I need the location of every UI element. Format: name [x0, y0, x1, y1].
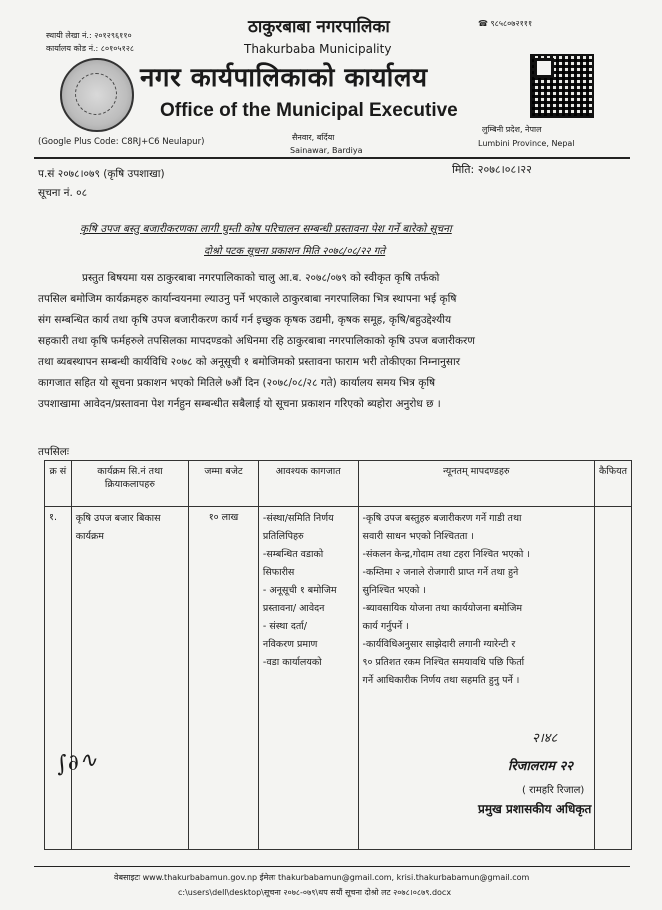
- header-criteria: न्यूनतम् मापदण्डहरु: [358, 461, 594, 507]
- notice-subtitle: दोश्रो पटक सूचना प्रकाशन मिति २०७८/०८/२२ गते: [204, 246, 386, 257]
- notice-number: सूचना नं. ०८: [38, 187, 88, 199]
- phone-number: ☎ ९८५८०७२१११: [478, 19, 533, 28]
- nepal-emblem-logo: [60, 58, 134, 132]
- notice-subject: कृषि उपज बस्तु बजारीकरणका लागी घुम्ती कोष परिचालन सम्बन्धी प्रस्तावना पेश गर्ने बारेको सूचना: [80, 223, 452, 235]
- office-code: कार्यालय कोड नं.: ८०१०५१२८: [46, 44, 135, 53]
- permanent-account-number: स्थायी लेखा नं.: २०१२९६११०: [46, 31, 132, 40]
- footer-divider: [34, 866, 630, 867]
- header-documents: आवश्यक कागजात: [258, 461, 358, 507]
- body-line: कागजात सहित यो सूचना प्रकाशन भएको मितिले ७औं दिन (२०७८/०८/२८ गते) कार्यालय समय भित्र कृषि: [38, 377, 436, 389]
- office-name-np: नगर कार्यपालिकाको कार्यालय: [140, 63, 428, 93]
- header-remarks: कैफियत: [594, 461, 631, 507]
- header-divider: [34, 157, 630, 159]
- body-line: संग सम्बन्धित कार्य तथा कृषि उपज बजारीकरण कार्य गर्न इच्छुक कृषक उद्यमी, कृषक समूह, कृषि/बहुउद्देश्यीय: [38, 314, 452, 326]
- cell-documents: -संस्था/समिति निर्णय प्रतिलिपिहरु -सम्बन्धित वडाको सिफारीस - अनूसूची १ बमोजिम प्रस्तावना/ आवेदन - संस्था दर्ता/ नविकरण प्रमाण -वडा कार्यालयको: [258, 507, 358, 850]
- letter-date: मिति: २०७८।०८।२२: [452, 163, 532, 176]
- office-name-en: Office of the Municipal Executive: [160, 100, 458, 121]
- officer-signature: रिजालराम २२: [508, 759, 574, 774]
- officer-designation: प्रमुख प्रशासकीय अधिकृत: [478, 802, 592, 816]
- body-line: उपशाखामा आवेदन/प्रस्तावना पेश गर्नहुन सम्बन्धीत सबैलाई यो सूचना प्रकाशन गरिएको ब्यहोरा अनुरोध छ ।: [38, 398, 441, 410]
- cell-program: कृषि उपज बजार बिकास कार्यक्रम: [71, 507, 188, 850]
- initial-signature: ∫∂∿: [54, 747, 99, 778]
- footer-filepath: c:\users\dell\desktop\सूचना २०७८-०७९\थप सयौं सूचना दोश्रो लट २०७८।०८७९.docx: [178, 888, 452, 897]
- province-en: Lumbini Province, Nepal: [478, 139, 575, 148]
- google-plus-code: (Google Plus Code: C8RJ+C6 Neulapur): [38, 137, 205, 147]
- province-np: लुम्बिनी प्रदेश, नेपाल: [482, 125, 542, 134]
- cell-sn: १.: [45, 507, 72, 850]
- table-row: [45, 507, 632, 850]
- municipality-name-np: ठाकुरबाबा नगरपालिका: [248, 17, 390, 37]
- body-line: तपसिल बमोजिम कार्यक्रमहरु कार्यान्वयनमा ल्याउनु पर्ने भएकाले ठाकुरबाबा नगरपालिका भित्र स्थापना भई कृषि: [38, 293, 457, 305]
- officer-name: ( रामहरि रिजाल): [522, 785, 585, 796]
- body-line: सहकारी तथा कृषि फर्महरुले तपसिलका मापदण्डको अधिनमा रहि ठाकुरबाबा नगरपालिकाको कृषि उपज बजारीकरण: [38, 335, 475, 347]
- reference-number: प.सं २०७८।०७९ (कृषि उपशाखा): [38, 168, 165, 180]
- place-np: सैनवार, बर्दिया: [292, 133, 335, 142]
- sign-mark: २।४८: [532, 731, 558, 746]
- place-en: Sainawar, Bardiya: [290, 146, 363, 155]
- qr-code-icon: [530, 54, 594, 118]
- header-budget: जम्मा बजेट: [189, 461, 259, 507]
- cell-budget: १० लाख: [189, 507, 259, 850]
- header-program: कार्यक्रम सि.नं तथा क्रियाकलापहरु: [71, 461, 188, 507]
- cell-remarks: [594, 507, 631, 850]
- header-sn: क्र सं: [45, 461, 72, 507]
- body-line: तथा ब्यबस्थापन सम्बन्धी कार्यविधि २०७८ को अनूसूची १ बमोजिमको प्रस्तावना फाराम भरी तोकीएका निम्नानुसार: [38, 356, 460, 368]
- tapsil-label: तपसिलः: [38, 446, 70, 458]
- cell-criteria: -कृषि उपज बस्तुहरु बजारीकरण गर्ने गाडी तथा सवारी साधन भएको निश्चितता । -संकलन केन्द्र,गोदाम तथा टहरा निश्चित भएको । -कम्तिमा २ जनाले रोजगारी प्राप्त गर्ने तथा हुने सुनिश्चित भएको । -ब्यावसायिक योजना तथा कार्ययोजना बमोजिम कार्य गर्नुपर्ने । -कार्यविधिअनुसार साझेदारी लगानी ग्यारेन्टी र ९० प्रतिशत रकम निश्चित समयावधि पछि फिर्ता गर्ने आधिकारीक निर्णय तथा सहमति हुनु पर्ने ।: [358, 507, 594, 850]
- footer-contact: वेबसाइटः www.thakurbabamun.gov.np ईमेलः thakurbabamun@gmail.com, krisi.thakurbabamun@gmail.com: [114, 873, 530, 882]
- municipality-name-en: Thakurbaba Municipality: [244, 42, 392, 56]
- notice-body: [38, 268, 634, 415]
- table-header-row: [45, 461, 632, 507]
- body-line: प्रस्तुत बिषयमा यस ठाकुरबाबा नगरपालिकाको चालु आ.ब. २०७८/०७९ को स्वीकृत कृषि तर्फको: [82, 272, 440, 284]
